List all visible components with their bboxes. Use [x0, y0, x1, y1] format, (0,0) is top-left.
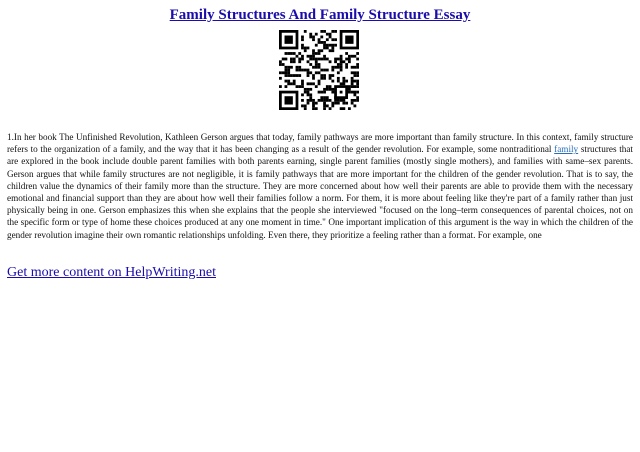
title-link[interactable]: Family Structures And Family Structure Essay [169, 7, 471, 23]
essay-paragraph [7, 131, 633, 241]
document-title [0, 6, 640, 24]
paragraph-text-start: 1.In her book The Unfinished Revolution, Kathleen Gerson argues that today, family pathways are more important than family structure. In this context, family structure refers to the organization of a family, and the way that it has been changing as a result of the gender revolution. For example, some nontraditional [7, 132, 633, 155]
qr-code-icon [279, 30, 359, 110]
family-link[interactable]: family [554, 144, 579, 155]
more-content-section [7, 265, 216, 281]
paragraph-text-end: structures that are explored in the book include double parent families with both parents earning, single parent families (mostly single mothers), and families with same–sex parents. Gerson argues that while family structures are not negligible, it is family pathways that are more important for the children of the gender revolution. That is to say, the children value the dynamics of their family more than the structure. They are more concerned about how well their parents are able to provide them with the necessary emotional and financial support than they are about how well their families follow a norm. For them, it is more about feeling like they're part of a family rather than just physically being in one. Gerson emphasizes this when she explains that the people she interviewed "focused on the long–term consequences of parental choices, not on the specific form or type of home these choices produced at any one moment in time." One important implication of this argument is the way in which the children of the gender revolution imagine their own romantic relationships unfolding. Even there, they prioritize a feeling rather than a format. For example, one [7, 144, 633, 240]
more-content-link[interactable]: Get more content on HelpWriting.net [7, 265, 216, 280]
